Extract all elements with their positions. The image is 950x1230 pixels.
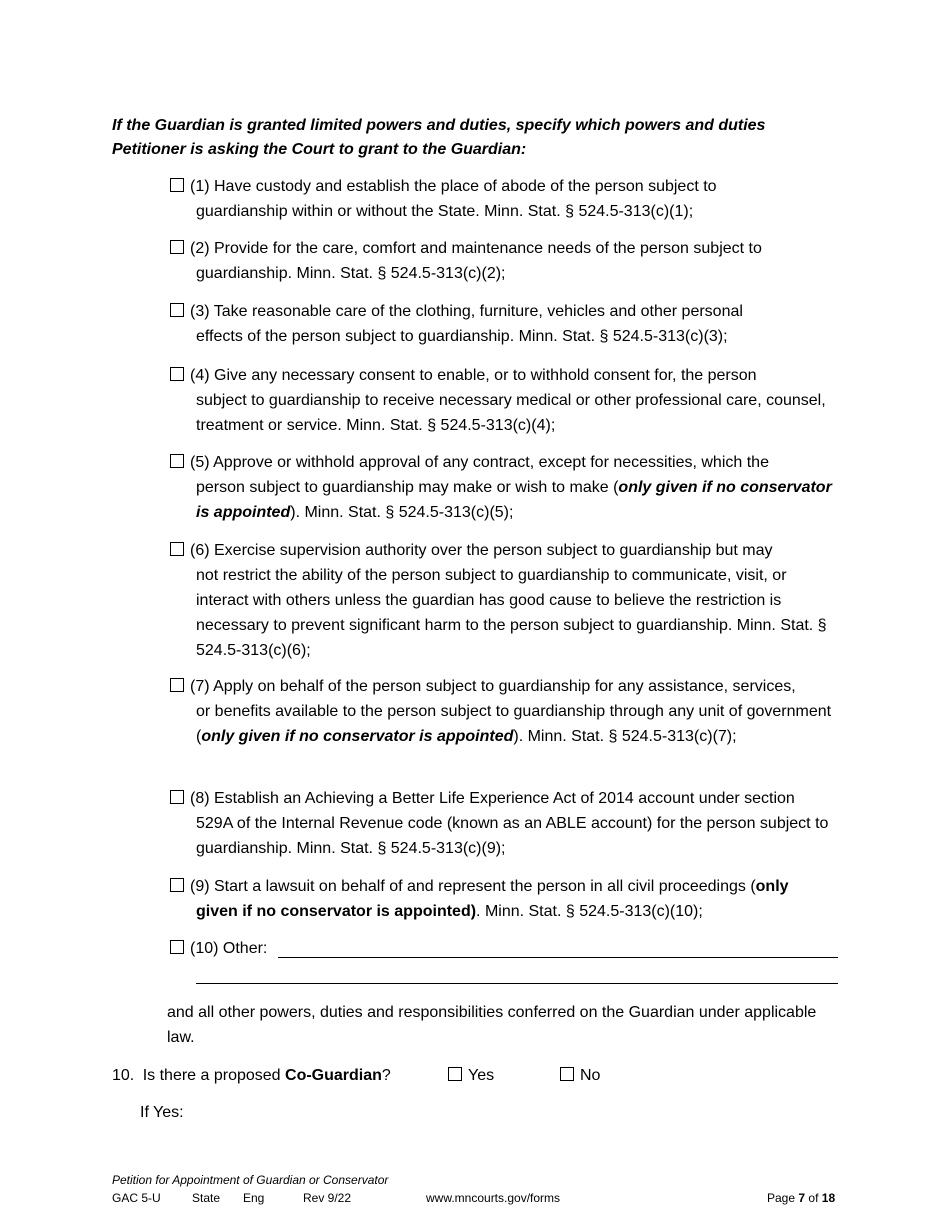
closing-text: and all other powers, duties and responsibilities conferred on the Guardian under applicable law. — [167, 1004, 817, 1046]
power-8-rest: 529A of the Internal Revenue code (known as an ABLE account) for the person subject to guardianship. Minn. Stat. § 524.5-313(c)(9); — [196, 815, 829, 857]
power-option-4 — [170, 363, 842, 438]
checkbox-no[interactable] — [560, 1067, 574, 1081]
power-7-line1: (7) Apply on behalf of the person subject to guardianship for any assistance, services, — [190, 678, 796, 695]
power-1-line1: (1) Have custody and establish the place of abode of the person subject to — [190, 178, 717, 195]
power-7-rest — [170, 699, 842, 749]
power-option-3 — [170, 299, 842, 349]
checkbox-power-4[interactable] — [170, 367, 184, 381]
page-label: Page — [767, 1191, 796, 1205]
power-7-rest-text: or benefits available to the person subject to guardianship through any unit of government ( — [196, 703, 832, 745]
power-9-citation: . Minn. Stat. § 524.5-313(c)(10); — [476, 903, 703, 920]
checkbox-power-5[interactable] — [170, 454, 184, 468]
option-yes[interactable] — [448, 1064, 494, 1088]
checkbox-power-2[interactable] — [170, 240, 184, 254]
yes-label: Yes — [468, 1067, 495, 1084]
footer-language: Eng — [243, 1191, 265, 1205]
power-6-line1: (6) Exercise supervision authority over the person subject to guardianship but may — [190, 542, 773, 559]
other-label: (10) Other: — [190, 940, 268, 957]
footer-form-code: GAC 5-U — [112, 1191, 161, 1205]
footer-form-title: Petition for Appointment of Guardian or Conservator — [112, 1173, 389, 1187]
power-3-line1: (3) Take reasonable care of the clothing, furniture, vehicles and other personal — [190, 303, 743, 320]
power-option-7 — [170, 674, 842, 749]
power-8-line1: (8) Establish an Achieving a Better Life Experience Act of 2014 account under section — [190, 790, 795, 807]
power-option-9 — [170, 874, 842, 924]
power-5-citation: ). Minn. Stat. § 524.5-313(c)(5); — [290, 504, 514, 521]
power-9-condition: given if no conservator is appointed) — [196, 903, 477, 920]
section-instruction: If the Guardian is granted limited powers and duties, specify which powers and duties Petitioner is asking the Court to grant to the Guardian: — [112, 117, 766, 158]
checkbox-power-3[interactable] — [170, 303, 184, 317]
footer-url[interactable]: www.mncourts.gov/forms — [426, 1191, 561, 1205]
page-current: 7 — [798, 1191, 806, 1205]
checkbox-power-7[interactable] — [170, 678, 184, 692]
question-mark: ? — [381, 1067, 391, 1084]
power-5-rest — [170, 475, 842, 525]
power-7-citation: ). Minn. Stat. § 524.5-313(c)(7); — [513, 728, 737, 745]
page-total: 18 — [821, 1191, 836, 1205]
power-option-5 — [170, 450, 842, 525]
checkbox-power-10[interactable] — [170, 940, 184, 954]
checkbox-power-6[interactable] — [170, 542, 184, 556]
power-option-2 — [170, 236, 842, 286]
power-9-line1: (9) Start a lawsuit on behalf of and represent the person in all civil proceedings ( — [190, 878, 756, 895]
power-4-line1: (4) Give any necessary consent to enable, or to withhold consent for, the person — [190, 367, 757, 384]
footer-revision: Rev 9/22 — [303, 1191, 352, 1205]
power-1-line2: guardianship within or without the State. Minn. Stat. § 524.5-313(c)(1); — [196, 203, 694, 220]
power-option-1 — [170, 174, 842, 224]
power-2-line1: (2) Provide for the care, comfort and maintenance needs of the person subject to — [190, 240, 762, 257]
footer-page-number — [767, 1191, 835, 1205]
checkbox-power-1[interactable] — [170, 178, 184, 192]
power-7-condition: only given if no conservator is appointed — [201, 728, 514, 745]
power-6-rest: not restrict the ability of the person subject to guardianship to communicate, visit, or interact with others unless the guardian has good cause to believe the restriction is necessary to prevent significant harm to the person subject to guardianship. Minn. Stat. § 524.5-313(c)(6); — [196, 567, 827, 659]
footer-state: State — [192, 1191, 221, 1205]
question-10 — [112, 1064, 391, 1088]
if-yes-label: If Yes: — [140, 1104, 184, 1121]
no-label: No — [580, 1067, 601, 1084]
checkbox-yes[interactable] — [448, 1067, 462, 1081]
power-5-condition: only given if no conservator is appointed — [196, 479, 832, 521]
power-5-line1: (5) Approve or withhold approval of any contract, except for necessities, which the — [190, 454, 769, 471]
question-number: 10. — [112, 1067, 135, 1084]
power-9-rest — [170, 899, 842, 924]
checkbox-power-8[interactable] — [170, 790, 184, 804]
checkbox-power-9[interactable] — [170, 878, 184, 892]
power-option-8 — [170, 786, 842, 861]
power-9-only: only — [755, 878, 789, 895]
page-of: of — [808, 1191, 819, 1205]
power-5-rest-text: person subject to guardianship may make or wish to make ( — [196, 479, 619, 496]
other-input-line-1[interactable] — [278, 957, 838, 958]
option-no[interactable] — [560, 1064, 600, 1088]
power-4-rest: subject to guardianship to receive necessary medical or other professional care, counsel, treatment or service. Minn. Stat. § 524.5-313(c)(4); — [196, 392, 826, 434]
power-3-line2: effects of the person subject to guardianship. Minn. Stat. § 524.5-313(c)(3); — [196, 328, 728, 345]
other-input-line-2[interactable] — [196, 983, 838, 984]
power-option-6 — [170, 538, 842, 663]
question-text: Is there a proposed — [142, 1067, 286, 1084]
question-co-guardian: Co-Guardian — [285, 1067, 382, 1084]
power-2-line2: guardianship. Minn. Stat. § 524.5-313(c)(2); — [196, 265, 506, 282]
